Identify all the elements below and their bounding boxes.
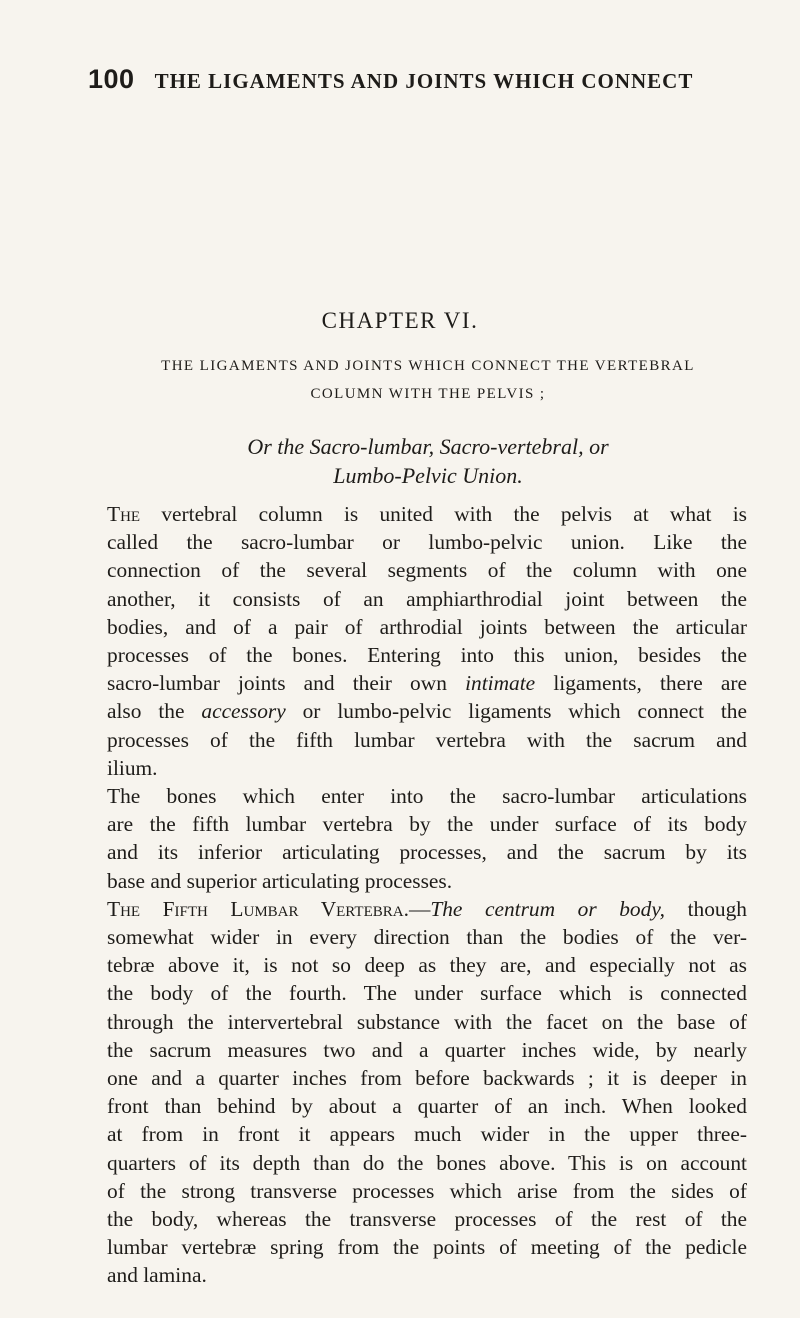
text-line: one and a quarter inches from before backwards ; it is deeper in (107, 1066, 747, 1091)
section-heading-line: THE LIGAMENTS AND JOINTS WHICH CONNECT THE VERTEBRAL (161, 358, 695, 374)
text-fragment: also the (107, 699, 185, 724)
text-fragment: ligaments, there are (553, 671, 748, 696)
text-line: tebræ above it, is not so deep as they are, and especially not as (107, 953, 747, 978)
text-line: bodies, and of a pair of arthrodial joints between the articular (107, 614, 747, 639)
text-fragment: sacro-lumbar joints and their own (107, 671, 447, 696)
chapter-title: CHAPTER VI. (321, 308, 479, 333)
text-line: at from in front it appears much wider in the upper three- (107, 1122, 747, 1147)
subtitle-line: Or the Sacro-lumbar, Sacro-vertebral, or (247, 434, 609, 459)
text-line: somewhat wider in every direction than the bodies of the ver- (107, 925, 747, 950)
text-line: The bones which enter into the sacro-lumbar articulations (107, 784, 747, 809)
text-fragment: or lumbo-pelvic ligaments which connect the (302, 699, 747, 724)
text-line (107, 500, 747, 528)
body-text (107, 500, 747, 1290)
lead-word: The (107, 502, 141, 526)
text-fragment: vertebral column is united with the pelvis at what is (161, 502, 747, 526)
text-line: lumbar vertebræ spring from the points of meeting of the pedicle (107, 1235, 747, 1260)
section-subtitle (108, 432, 748, 490)
section-heading (108, 352, 748, 408)
text-line: the body, whereas the transverse processes of the rest of the (107, 1207, 747, 1232)
text-line: called the sacro-lumbar or lumbo-pelvic union. Like the (107, 530, 747, 555)
text-line: and its inferior articulating processes, and the sacrum by its (107, 840, 747, 865)
em-dash: — (408, 896, 431, 921)
text-line: front than behind by about a quarter of an inch. When looked (107, 1094, 747, 1119)
italic-term: intimate (465, 671, 536, 696)
section-heading-line: COLUMN WITH THE PELVIS ; (310, 386, 546, 402)
text-line: base and superior articulating processes. (107, 868, 453, 893)
text-line: connection of the several segments of the column with one (107, 558, 747, 583)
text-line: quarters of its depth than do the bones above. This is on account (107, 1150, 747, 1175)
text-line (107, 697, 747, 725)
text-line: are the fifth lumbar vertebra by the under surface of its body (107, 812, 747, 837)
subsection-lead: The Fifth Lumbar Vertebra. (107, 896, 409, 921)
text-line: processes of the bones. Entering into this union, besides the (107, 643, 747, 668)
page-number: 100 (88, 64, 135, 94)
running-title: THE LIGAMENTS AND JOINTS WHICH CONNECT (154, 69, 694, 93)
subtitle-line: Lumbo-Pelvic Union. (333, 463, 523, 488)
italic-term: accessory (201, 699, 286, 724)
text-line (107, 669, 747, 697)
text-line: the body of the fourth. The under surface which is connected (107, 981, 747, 1006)
text-line: through the intervertebral substance with the facet on the base of (107, 1009, 747, 1034)
text-line (107, 895, 747, 923)
text-fragment: though (687, 896, 747, 921)
text-line: of the strong transverse processes which arise from the sides of (107, 1178, 747, 1203)
text-line: another, it consists of an amphiarthrodial joint between the (107, 586, 747, 611)
text-line: the sacrum measures two and a quarter inches wide, by nearly (107, 1037, 747, 1062)
text-line: processes of the fifth lumbar vertebra with the sacrum and (107, 727, 747, 752)
running-head (88, 64, 738, 95)
text-line: ilium. (107, 755, 158, 780)
text-line: and lamina. (107, 1263, 207, 1288)
italic-term: The centrum or body, (430, 896, 665, 921)
